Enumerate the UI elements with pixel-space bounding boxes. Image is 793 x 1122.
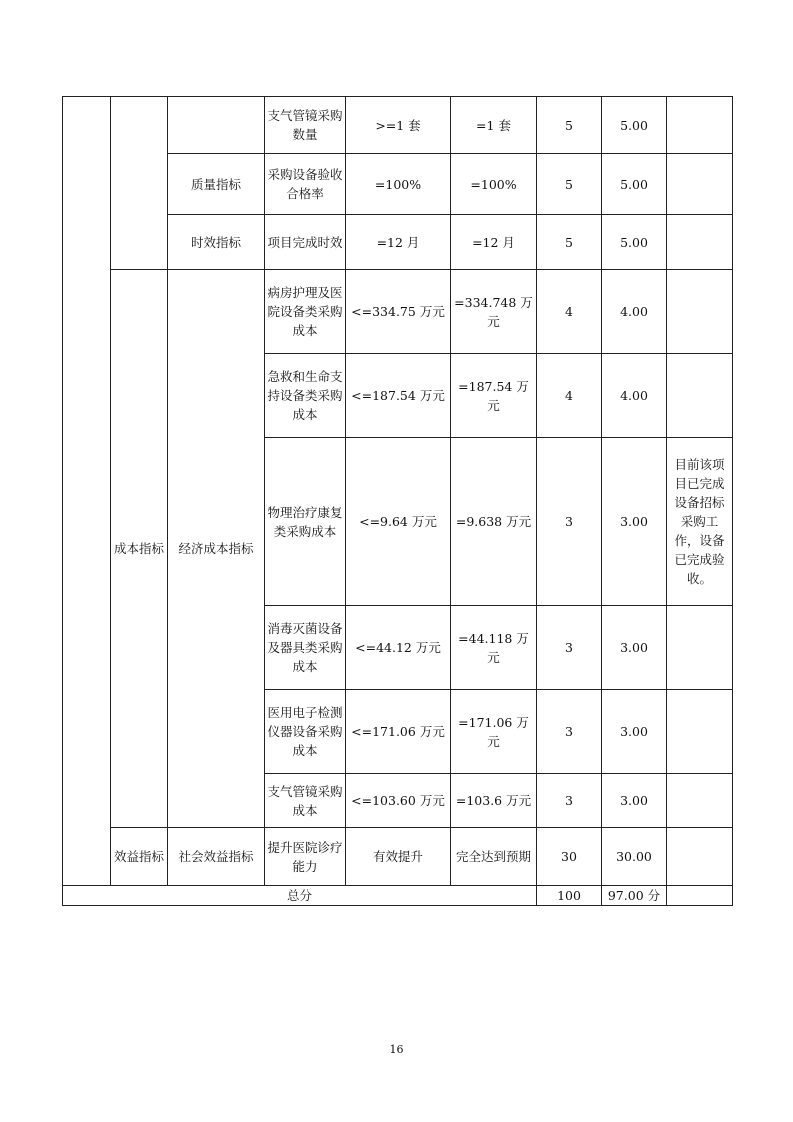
indicator-name: 采购设备验收合格率 — [265, 154, 346, 215]
remark-cell: 目前该项目已完成设备招标采购工作，设备已完成验收。 — [667, 438, 733, 606]
target-value: <=171.06 万元 — [346, 690, 451, 774]
level3-indicator-cell: 时效指标 — [168, 215, 265, 270]
score-value: 5.00 — [602, 215, 667, 270]
target-value: <=103.60 万元 — [346, 774, 451, 828]
score-value: 3.00 — [602, 606, 667, 690]
actual-value: 完全达到预期 — [451, 828, 537, 886]
remark-cell — [667, 606, 733, 690]
indicator-name: 医用电子检测仪器设备采购成本 — [265, 690, 346, 774]
total-remark — [667, 886, 733, 906]
page-number: 16 — [389, 1043, 404, 1056]
remark-cell — [667, 97, 733, 154]
actual-value: =103.6 万元 — [451, 774, 537, 828]
total-label: 总分 — [63, 886, 537, 906]
actual-value: =1 套 — [451, 97, 537, 154]
target-value: >=1 套 — [346, 97, 451, 154]
score-value: 30.00 — [602, 828, 667, 886]
target-value: =100% — [346, 154, 451, 215]
table-row — [63, 270, 733, 354]
target-value: 有效提升 — [346, 828, 451, 886]
weight-value: 3 — [537, 690, 602, 774]
level2-indicator-cell: 成本指标 — [111, 270, 168, 828]
total-weight: 100 — [537, 886, 602, 906]
remark-cell — [667, 354, 733, 438]
indicator-name: 项目完成时效 — [265, 215, 346, 270]
table-row — [63, 828, 733, 886]
score-value: 3.00 — [602, 774, 667, 828]
indicator-name: 物理治疗康复类采购成本 — [265, 438, 346, 606]
performance-table — [62, 96, 733, 906]
score-value: 5.00 — [602, 97, 667, 154]
weight-value: 4 — [537, 270, 602, 354]
target-value: =12 月 — [346, 215, 451, 270]
weight-value: 5 — [537, 97, 602, 154]
indicator-name: 病房护理及医院设备类采购成本 — [265, 270, 346, 354]
score-value: 3.00 — [602, 690, 667, 774]
weight-value: 3 — [537, 438, 602, 606]
level1-indicator-cell — [63, 97, 111, 886]
actual-value: =44.118 万元 — [451, 606, 537, 690]
remark-cell — [667, 270, 733, 354]
weight-value: 5 — [537, 154, 602, 215]
target-value: <=9.64 万元 — [346, 438, 451, 606]
level2-indicator-cell — [111, 97, 168, 270]
score-value: 4.00 — [602, 270, 667, 354]
weight-value: 4 — [537, 354, 602, 438]
table-row — [63, 97, 733, 154]
total-row — [63, 886, 733, 906]
score-value: 4.00 — [602, 354, 667, 438]
level3-indicator-cell: 社会效益指标 — [168, 828, 265, 886]
indicator-name: 支气管镜采购数量 — [265, 97, 346, 154]
target-value: <=334.75 万元 — [346, 270, 451, 354]
actual-value: =334.748 万元 — [451, 270, 537, 354]
score-value: 5.00 — [602, 154, 667, 215]
indicator-name: 支气管镜采购成本 — [265, 774, 346, 828]
target-value: <=44.12 万元 — [346, 606, 451, 690]
weight-value: 5 — [537, 215, 602, 270]
actual-value: =12 月 — [451, 215, 537, 270]
weight-value: 30 — [537, 828, 602, 886]
target-value: <=187.54 万元 — [346, 354, 451, 438]
indicator-name: 提升医院诊疗能力 — [265, 828, 346, 886]
score-value: 3.00 — [602, 438, 667, 606]
level3-indicator-cell: 质量指标 — [168, 154, 265, 215]
total-score: 97.00 分 — [602, 886, 667, 906]
level3-indicator-cell — [168, 97, 265, 154]
actual-value: =9.638 万元 — [451, 438, 537, 606]
remark-cell — [667, 774, 733, 828]
indicator-name: 急救和生命支持设备类采购成本 — [265, 354, 346, 438]
weight-value: 3 — [537, 774, 602, 828]
actual-value: =171.06 万元 — [451, 690, 537, 774]
remark-cell — [667, 154, 733, 215]
remark-cell — [667, 215, 733, 270]
actual-value: =187.54 万元 — [451, 354, 537, 438]
remark-cell — [667, 690, 733, 774]
level3-indicator-cell: 经济成本指标 — [168, 270, 265, 828]
indicator-name: 消毒灭菌设备及器具类采购成本 — [265, 606, 346, 690]
weight-value: 3 — [537, 606, 602, 690]
actual-value: =100% — [451, 154, 537, 215]
remark-cell — [667, 828, 733, 886]
level2-indicator-cell: 效益指标 — [111, 828, 168, 886]
